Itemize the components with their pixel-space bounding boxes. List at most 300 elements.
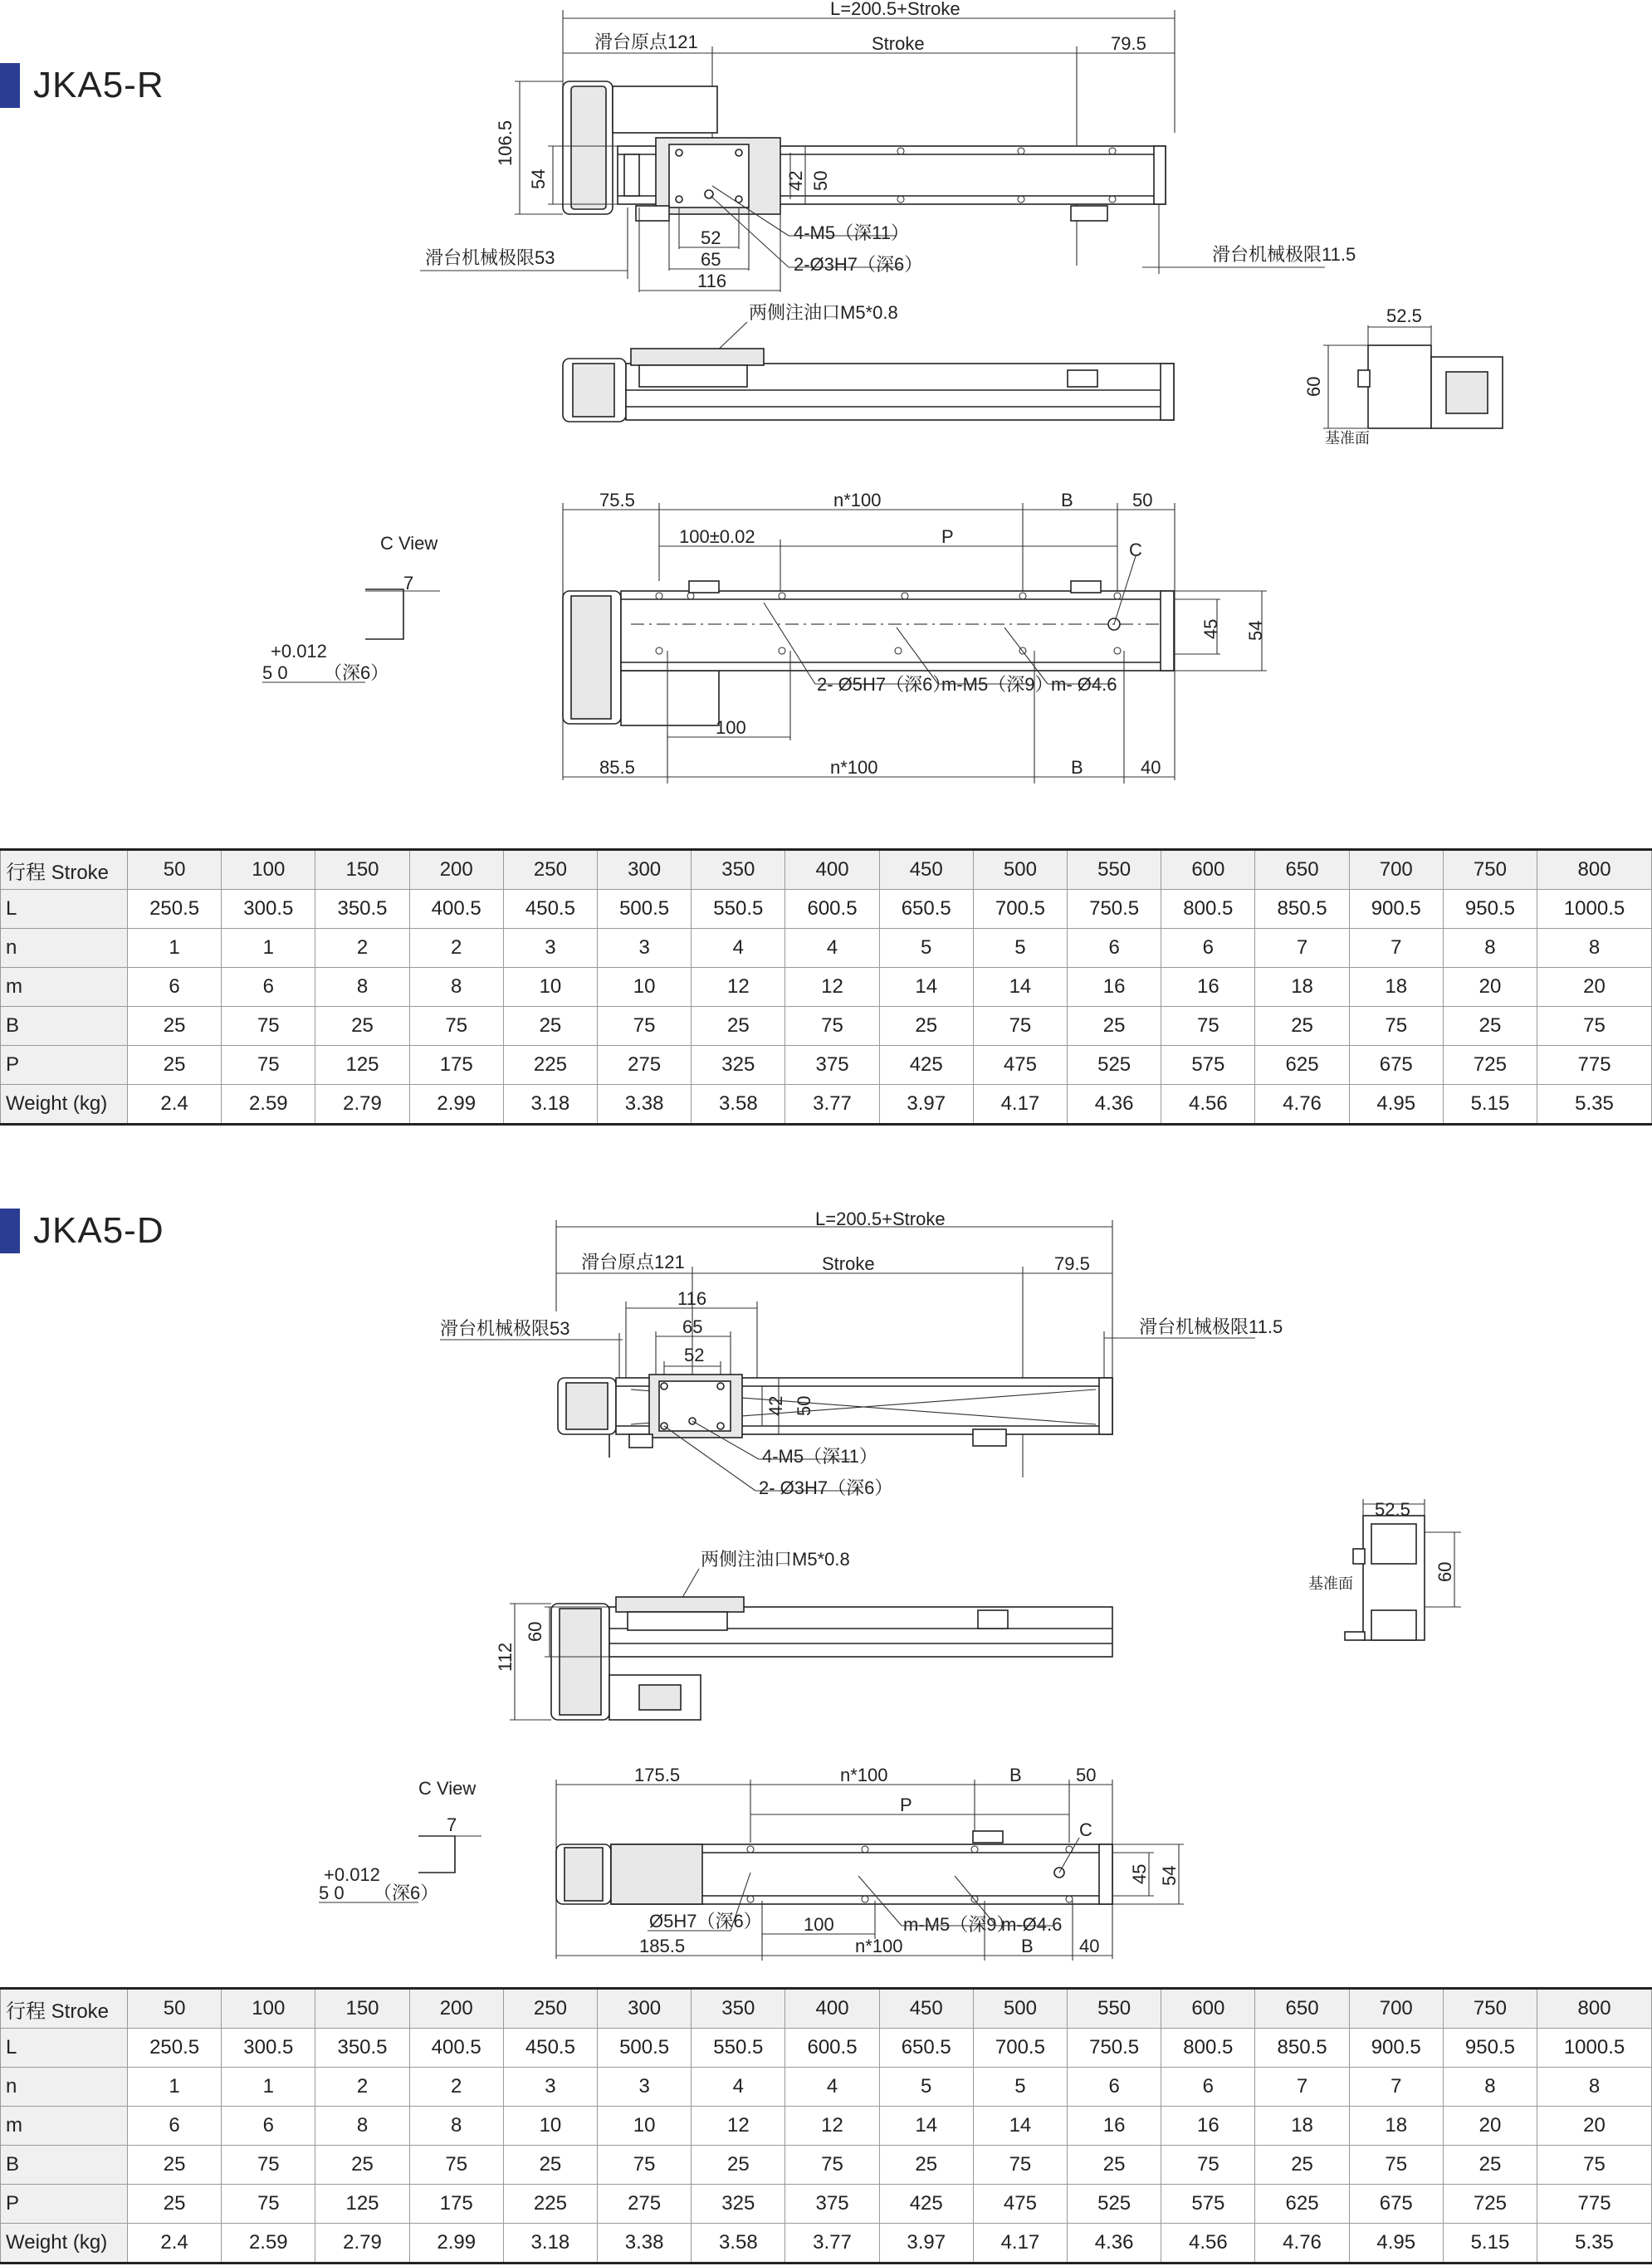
- table-cell: 75: [222, 2146, 315, 2185]
- section-title-text: JKA5-R: [33, 65, 164, 105]
- table-cell: 3.58: [692, 1085, 785, 1125]
- table-cell: 2.59: [222, 1085, 315, 1125]
- table-cell: 575: [1161, 1046, 1255, 1085]
- table-cell: 3: [598, 2068, 692, 2107]
- header-stroke-cell: 450: [879, 1989, 973, 2029]
- header-stroke-cell: 500: [973, 850, 1067, 890]
- table-cell: 20: [1443, 968, 1537, 1007]
- dim-106-5: 106.5: [495, 120, 516, 166]
- table-cell: 75: [1161, 1007, 1255, 1046]
- table-cell: 2.79: [315, 2224, 409, 2264]
- dim-65: 65: [701, 249, 721, 270]
- header-stroke-cell: 500: [973, 1989, 1067, 2029]
- table-cell: 125: [315, 2185, 409, 2224]
- dim-7: 7: [403, 573, 414, 593]
- table-cell: 750.5: [1068, 2029, 1161, 2068]
- table-cell: 325: [692, 1046, 785, 1085]
- table-cell: 75: [973, 1007, 1067, 1046]
- table-cell: 950.5: [1443, 2029, 1537, 2068]
- table-cell: 450.5: [503, 890, 597, 929]
- table-cell: 20: [1443, 2107, 1537, 2146]
- table-cell: 18: [1255, 2107, 1349, 2146]
- table-cell: 2.4: [128, 1085, 222, 1125]
- table-cell: 4.76: [1255, 2224, 1349, 2264]
- table-cell: 6: [1068, 2068, 1161, 2107]
- table-cell: 12: [785, 968, 879, 1007]
- header-stroke-cell: 750: [1443, 1989, 1537, 2029]
- table-row: [1, 2146, 1652, 2185]
- table-cell: 75: [222, 1046, 315, 1085]
- table-cell: 2.99: [409, 1085, 503, 1125]
- table-cell: 500.5: [598, 890, 692, 929]
- table-cell: 5: [879, 929, 973, 968]
- dim-deep6: （深6）: [324, 662, 389, 683]
- dim-79-5: 79.5: [1054, 1253, 1090, 1274]
- table-cell: 500.5: [598, 2029, 692, 2068]
- header-stroke-cell: 750: [1443, 850, 1537, 890]
- table-cell: 375: [785, 2185, 879, 2224]
- label-C: C: [1129, 540, 1142, 560]
- table-cell: 625: [1255, 2185, 1349, 2224]
- section-title-text: JKA5-D: [33, 1210, 164, 1251]
- table-cell: 450.5: [503, 2029, 597, 2068]
- row-label: m: [1, 968, 128, 1007]
- dim-100: 100: [804, 1914, 834, 1935]
- table-cell: 25: [1443, 2146, 1537, 2185]
- table-cell: 25: [315, 1007, 409, 1046]
- table-cell: 75: [785, 2146, 879, 2185]
- table-cell: 20: [1537, 2107, 1652, 2146]
- spec-table-jka5-d: [0, 1987, 1652, 2264]
- table-cell: 6: [1161, 2068, 1255, 2107]
- table-cell: 25: [879, 2146, 973, 2185]
- header-stroke-cell: 100: [222, 850, 315, 890]
- table-cell: 6: [1161, 929, 1255, 968]
- table-cell: 10: [503, 968, 597, 1007]
- table-cell: 12: [692, 968, 785, 1007]
- table-cell: 475: [973, 1046, 1067, 1085]
- dim-n100: n*100: [833, 490, 882, 510]
- row-label: L: [1, 2029, 128, 2068]
- c-view-d: [319, 1778, 481, 1903]
- header-stroke-cell: 400: [785, 850, 879, 890]
- table-cell: 75: [1537, 2146, 1652, 2185]
- table-row: [1, 2029, 1652, 2068]
- table-cell: 5.15: [1443, 2224, 1537, 2264]
- header-stroke-cell: 800: [1537, 1989, 1652, 2029]
- header-stroke-cell: 550: [1068, 1989, 1161, 2029]
- dim-42: 42: [765, 1395, 786, 1416]
- row-label: B: [1, 1007, 128, 1046]
- table-cell: 25: [1255, 2146, 1349, 2185]
- table-cell: 4.56: [1161, 2224, 1255, 2264]
- dim-P: P: [900, 1795, 912, 1815]
- table-cell: 75: [1349, 1007, 1443, 1046]
- dim-5-0: 5 0: [262, 662, 288, 683]
- table-cell: 8: [409, 968, 503, 1007]
- table-cell: 3.18: [503, 1085, 597, 1125]
- table-cell: 300.5: [222, 2029, 315, 2068]
- table-cell: 275: [598, 2185, 692, 2224]
- table-cell: 3.18: [503, 2224, 597, 2264]
- row-label: L: [1, 890, 128, 929]
- table-cell: 3.38: [598, 2224, 692, 2264]
- label-limit-11-5: 滑台机械极限11.5: [1139, 1316, 1283, 1337]
- dim-40: 40: [1141, 757, 1161, 778]
- table-cell: 25: [879, 1007, 973, 1046]
- table-cell: 18: [1349, 968, 1443, 1007]
- header-stroke-cell: 250: [503, 850, 597, 890]
- table-cell: 225: [503, 2185, 597, 2224]
- table-cell: 12: [692, 2107, 785, 2146]
- table-cell: 25: [128, 2146, 222, 2185]
- dim-60-b: 60: [525, 1621, 545, 1642]
- dim-origin: 滑台原点121: [581, 1252, 685, 1272]
- table-cell: 18: [1349, 2107, 1443, 2146]
- label-limit-11-5: 滑台机械极限11.5: [1212, 244, 1356, 265]
- table-cell: 2.99: [409, 2224, 503, 2264]
- table-cell: 775: [1537, 1046, 1652, 1085]
- table-cell: 8: [1443, 929, 1537, 968]
- dim-175-5: 175.5: [634, 1765, 681, 1785]
- table-cell: 4.95: [1349, 2224, 1443, 2264]
- label-base: 基准面: [1308, 1575, 1353, 1592]
- table-cell: 425: [879, 2185, 973, 2224]
- table-cell: 7: [1349, 2068, 1443, 2107]
- header-stroke-cell: 200: [409, 850, 503, 890]
- table-cell: 2: [315, 929, 409, 968]
- callout-h5: Ø5H7（深6）: [649, 1911, 762, 1931]
- header-stroke-cell: 450: [879, 850, 973, 890]
- table-cell: 675: [1349, 1046, 1443, 1085]
- table-cell: 12: [785, 2107, 879, 2146]
- table-cell: 525: [1068, 2185, 1161, 2224]
- table-cell: 20: [1537, 968, 1652, 1007]
- table-cell: 225: [503, 1046, 597, 1085]
- dim-54: 54: [1159, 1865, 1180, 1886]
- label-oil-port: 两侧注油口M5*0.8: [701, 1549, 850, 1570]
- table-cell: 75: [222, 1007, 315, 1046]
- table-cell: 25: [128, 2185, 222, 2224]
- table-cell: 3: [598, 929, 692, 968]
- table-cell: 4.17: [973, 1085, 1067, 1125]
- table-cell: 75: [973, 2146, 1067, 2185]
- table-cell: 550.5: [692, 890, 785, 929]
- header-stroke-cell: 600: [1161, 850, 1255, 890]
- callout-m46: m-Ø4.6: [1001, 1914, 1063, 1935]
- dim-B: B: [1009, 1765, 1022, 1785]
- dim-n100: n*100: [840, 1765, 888, 1785]
- table-cell: 25: [503, 1007, 597, 1046]
- dim-tol: +0.012: [324, 1864, 380, 1885]
- table-cell: 16: [1068, 968, 1161, 1007]
- table-cell: 125: [315, 1046, 409, 1085]
- header-stroke-cell: 800: [1537, 850, 1652, 890]
- callout-h5: 2- Ø5H7（深6）: [817, 674, 951, 695]
- table-cell: 8: [1537, 2068, 1652, 2107]
- dim-45: 45: [1129, 1863, 1150, 1884]
- table-cell: 4.95: [1349, 1085, 1443, 1125]
- dim-100: 100: [716, 717, 746, 738]
- table-cell: 25: [1443, 1007, 1537, 1046]
- label-mech-limit: 滑台机械极限53: [440, 1318, 570, 1339]
- table-cell: 5: [973, 2068, 1067, 2107]
- callout-m46: m- Ø4.6: [1051, 674, 1117, 695]
- table-cell: 14: [973, 968, 1067, 1007]
- header-stroke-cell: 650: [1255, 850, 1349, 890]
- table-cell: 625: [1255, 1046, 1349, 1085]
- table-cell: 400.5: [409, 2029, 503, 2068]
- table-cell: 25: [503, 2146, 597, 2185]
- table-cell: 18: [1255, 968, 1349, 1007]
- table-cell: 725: [1443, 1046, 1537, 1085]
- dim-50-b: 50: [1132, 490, 1153, 510]
- table-cell: 575: [1161, 2185, 1255, 2224]
- label-C: C: [1079, 1819, 1092, 1840]
- table-cell: 25: [692, 2146, 785, 2185]
- dim-60: 60: [1435, 1561, 1455, 1582]
- table-cell: 2.4: [128, 2224, 222, 2264]
- table-cell: 900.5: [1349, 2029, 1443, 2068]
- dim-5-0: 5 0: [319, 1883, 345, 1903]
- row-label: P: [1, 2185, 128, 2224]
- table-cell: 25: [1255, 1007, 1349, 1046]
- callout-pin: 2-Ø3H7（深6）: [794, 254, 923, 275]
- table-row: [1, 2185, 1652, 2224]
- table-cell: 75: [598, 2146, 692, 2185]
- dim-P: P: [941, 526, 954, 547]
- label-mech-limit: 滑台机械极限53: [425, 247, 555, 268]
- table-cell: 1: [128, 929, 222, 968]
- table-cell: 4.36: [1068, 1085, 1161, 1125]
- table-cell: 375: [785, 1046, 879, 1085]
- dim-79-5: 79.5: [1111, 33, 1146, 54]
- label-base: 基准面: [1325, 430, 1370, 447]
- dim-52-5: 52.5: [1375, 1499, 1410, 1520]
- table-cell: 725: [1443, 2185, 1537, 2224]
- table-cell: 16: [1161, 2107, 1255, 2146]
- table-cell: 4: [692, 929, 785, 968]
- table-row: [1, 2107, 1652, 2146]
- table-cell: 16: [1161, 968, 1255, 1007]
- dim-stroke: Stroke: [822, 1253, 875, 1274]
- table-cell: 16: [1068, 2107, 1161, 2146]
- table-cell: 350.5: [315, 2029, 409, 2068]
- table-cell: 6: [128, 968, 222, 1007]
- table-cell: 850.5: [1255, 890, 1349, 929]
- table-cell: 3.38: [598, 1085, 692, 1125]
- table-cell: 10: [503, 2107, 597, 2146]
- table-cell: 3.77: [785, 2224, 879, 2264]
- header-stroke-cell: 550: [1068, 850, 1161, 890]
- table-cell: 14: [879, 968, 973, 1007]
- table-cell: 750.5: [1068, 890, 1161, 929]
- table-cell: 25: [128, 1046, 222, 1085]
- table-cell: 900.5: [1349, 890, 1443, 929]
- label-c-view: C View: [380, 533, 438, 554]
- table-cell: 300.5: [222, 890, 315, 929]
- top-view-d: [440, 1209, 1283, 1498]
- table-cell: 650.5: [879, 2029, 973, 2068]
- header-stroke-cell: 350: [692, 850, 785, 890]
- table-cell: 4: [785, 2068, 879, 2107]
- table-cell: 650.5: [879, 890, 973, 929]
- table-cell: 75: [598, 1007, 692, 1046]
- row-label: n: [1, 2068, 128, 2107]
- header-stroke-cell: 350: [692, 1989, 785, 2029]
- row-label: P: [1, 1046, 128, 1085]
- table-cell: 250.5: [128, 2029, 222, 2068]
- callout-mm5: m-M5（深9）: [903, 1914, 1015, 1935]
- table-cell: 600.5: [785, 2029, 879, 2068]
- dim-origin: 滑台原点121: [594, 32, 698, 52]
- table-cell: 525: [1068, 1046, 1161, 1085]
- table-cell: 4.36: [1068, 2224, 1161, 2264]
- table-cell: 2: [409, 2068, 503, 2107]
- table-cell: 675: [1349, 2185, 1443, 2224]
- dim-50: 50: [794, 1395, 814, 1416]
- header-stroke-cell: 650: [1255, 1989, 1349, 2029]
- dim-54: 54: [528, 168, 549, 189]
- header-stroke-cell: 150: [315, 1989, 409, 2029]
- header-stroke-cell: 50: [128, 1989, 222, 2029]
- header-stroke-cell: 700: [1349, 850, 1443, 890]
- table-cell: 6: [128, 2107, 222, 2146]
- row-label: Weight (kg): [1, 1085, 128, 1125]
- dim-n100-b: n*100: [855, 1936, 903, 1956]
- table-cell: 6: [222, 968, 315, 1007]
- dim-deep6: （深6）: [374, 1883, 439, 1903]
- table-cell: 14: [973, 2107, 1067, 2146]
- table-cell: 800.5: [1161, 890, 1255, 929]
- dim-65: 65: [682, 1316, 703, 1337]
- bottom-view-d: [556, 1765, 1184, 1961]
- table-cell: 7: [1255, 929, 1349, 968]
- header-stroke-cell: 400: [785, 1989, 879, 2029]
- table-cell: 5: [879, 2068, 973, 2107]
- row-label: Weight (kg): [1, 2224, 128, 2264]
- dim-52: 52: [701, 227, 721, 248]
- dim-tol: +0.012: [271, 641, 327, 662]
- table-cell: 10: [598, 2107, 692, 2146]
- dim-42: 42: [785, 170, 806, 191]
- table-cell: 425: [879, 1046, 973, 1085]
- row-label: n: [1, 929, 128, 968]
- header-label: 行程 Stroke: [1, 850, 128, 890]
- table-cell: 6: [222, 2107, 315, 2146]
- table-cell: 4: [692, 2068, 785, 2107]
- end-view-d: [1308, 1499, 1461, 1640]
- table-cell: 8: [1443, 2068, 1537, 2107]
- table-cell: 2.79: [315, 1085, 409, 1125]
- table-cell: 25: [1068, 1007, 1161, 1046]
- table-cell: 75: [785, 1007, 879, 1046]
- table-header-row: [1, 1989, 1652, 2029]
- table-cell: 25: [1068, 2146, 1161, 2185]
- table-cell: 175: [409, 1046, 503, 1085]
- table-cell: 10: [598, 968, 692, 1007]
- table-cell: 8: [409, 2107, 503, 2146]
- dim-85-5: 85.5: [599, 757, 635, 778]
- table-cell: 5: [973, 929, 1067, 968]
- dim-100-tol: 100±0.02: [679, 526, 755, 547]
- table-cell: 7: [1255, 2068, 1349, 2107]
- table-cell: 950.5: [1443, 890, 1537, 929]
- table-cell: 550.5: [692, 2029, 785, 2068]
- table-cell: 75: [1537, 1007, 1652, 1046]
- header-stroke-cell: 300: [598, 1989, 692, 2029]
- table-cell: 8: [1537, 929, 1652, 968]
- table-cell: 350.5: [315, 890, 409, 929]
- table-cell: 75: [1161, 2146, 1255, 2185]
- table-cell: 25: [315, 2146, 409, 2185]
- dim-50: 50: [810, 170, 831, 191]
- table-cell: 175: [409, 2185, 503, 2224]
- side-view-d: [495, 1549, 1112, 1720]
- table-cell: 7: [1349, 929, 1443, 968]
- dim-54-b: 54: [1245, 620, 1266, 641]
- table-cell: 3: [503, 2068, 597, 2107]
- dim-40: 40: [1079, 1936, 1100, 1956]
- row-label: m: [1, 2107, 128, 2146]
- header-stroke-cell: 250: [503, 1989, 597, 2029]
- header-stroke-cell: 200: [409, 1989, 503, 2029]
- dim-B-b: B: [1071, 757, 1083, 778]
- table-cell: 14: [879, 2107, 973, 2146]
- table-cell: 400.5: [409, 890, 503, 929]
- dim-52-5: 52.5: [1386, 305, 1422, 326]
- table-cell: 25: [128, 1007, 222, 1046]
- header-stroke-cell: 150: [315, 850, 409, 890]
- table-cell: 8: [315, 2107, 409, 2146]
- label-oil-port: 两侧注油口M5*0.8: [749, 302, 898, 323]
- label-c-view: C View: [418, 1778, 477, 1799]
- header-stroke-cell: 300: [598, 850, 692, 890]
- table-cell: 1: [128, 2068, 222, 2107]
- table-cell: 4: [785, 929, 879, 968]
- header-stroke-cell: 100: [222, 1989, 315, 2029]
- table-cell: 850.5: [1255, 2029, 1349, 2068]
- table-cell: 600.5: [785, 890, 879, 929]
- table-cell: 6: [1068, 929, 1161, 968]
- table-cell: 3: [503, 929, 597, 968]
- dim-B-b: B: [1021, 1936, 1034, 1956]
- table-cell: 3.58: [692, 2224, 785, 2264]
- dim-60: 60: [1303, 376, 1324, 397]
- table-cell: 275: [598, 1046, 692, 1085]
- table-cell: 700.5: [973, 890, 1067, 929]
- table-cell: 25: [692, 1007, 785, 1046]
- table-cell: 775: [1537, 2185, 1652, 2224]
- table-cell: 75: [409, 2146, 503, 2185]
- table-cell: 75: [1349, 2146, 1443, 2185]
- table-cell: 1000.5: [1537, 2029, 1652, 2068]
- dim-52: 52: [684, 1345, 705, 1365]
- table-cell: 475: [973, 2185, 1067, 2224]
- table-cell: 1: [222, 2068, 315, 2107]
- callout-pin: 2- Ø3H7（深6）: [759, 1477, 893, 1498]
- table-cell: 250.5: [128, 890, 222, 929]
- table-cell: 3.97: [879, 2224, 973, 2264]
- table-row: [1, 2068, 1652, 2107]
- header-label: 行程 Stroke: [1, 1989, 128, 2029]
- dim-stroke: Stroke: [872, 33, 925, 54]
- dim-45: 45: [1200, 618, 1221, 639]
- dim-116: 116: [677, 1288, 707, 1309]
- table-cell: 3.97: [879, 1085, 973, 1125]
- callout-mm5: m-M5（深9）: [941, 674, 1053, 695]
- dim-75-5: 75.5: [599, 490, 635, 510]
